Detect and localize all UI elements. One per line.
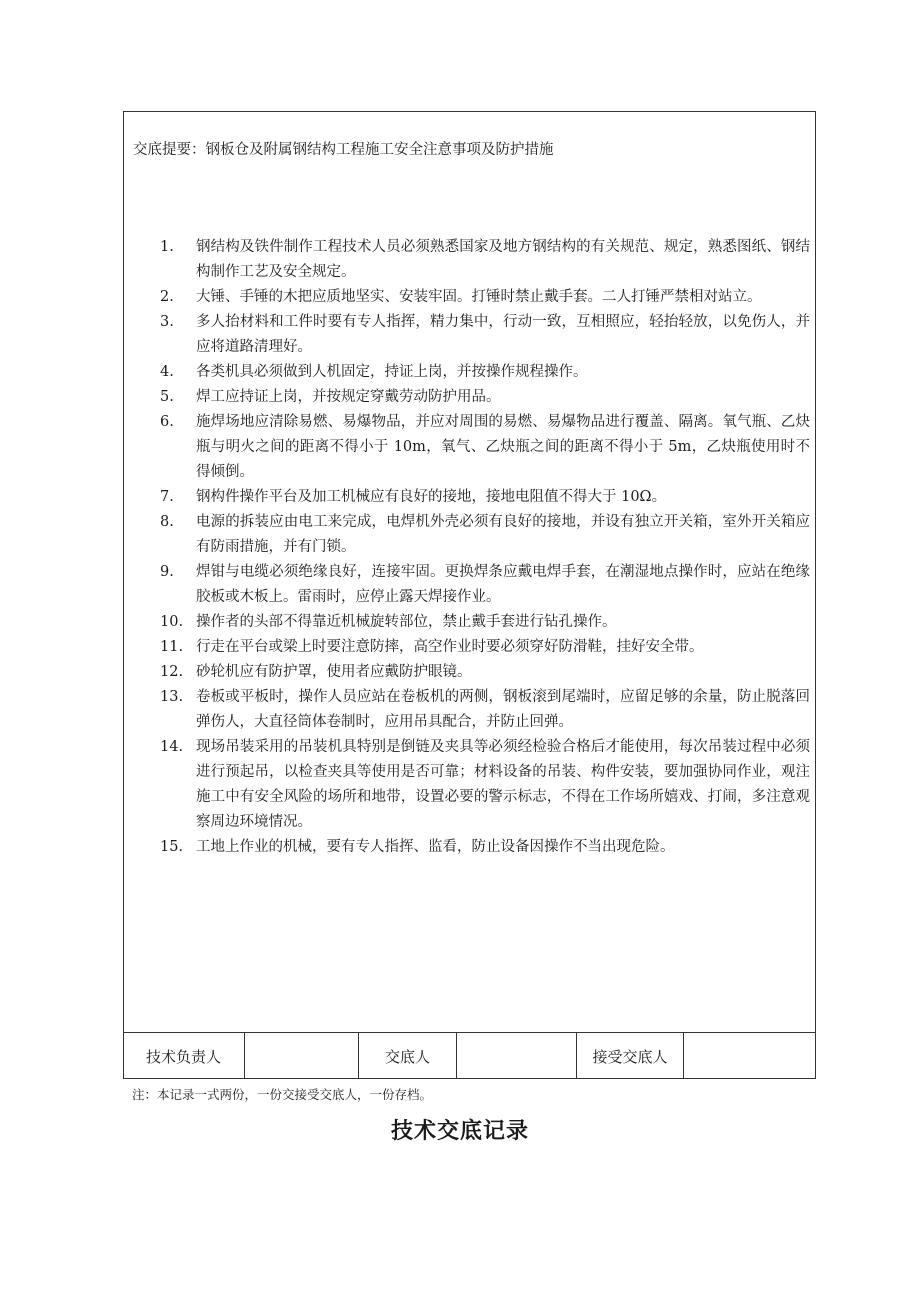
item-number: 9.	[160, 564, 174, 580]
item-text: 钢结构及铁件制作工程技术人员必须熟悉国家及地方钢结构的有关规范、规定，熟悉图纸、钢结构制作工艺及安全规定。	[196, 239, 810, 280]
item-number: 6.	[160, 414, 174, 430]
document-title: 技术交底记录	[390, 1119, 529, 1144]
safety-items-list	[160, 235, 810, 860]
item-number: 13.	[160, 689, 184, 705]
item-number: 3.	[160, 314, 174, 330]
list-item	[160, 660, 810, 685]
list-item	[160, 385, 810, 410]
list-item	[160, 285, 810, 310]
item-text: 操作者的头部不得靠近机械旋转部位，禁止戴手套进行钻孔操作。	[196, 614, 617, 630]
item-number: 8.	[160, 514, 174, 530]
list-item	[160, 685, 810, 735]
item-text: 多人抬材料和工件时要有专人指挥，精力集中，行动一致，互相照应，轻抬轻放，以免伤人，并应将道路清理好。	[196, 314, 810, 355]
signature-row	[123, 1032, 816, 1079]
item-text: 钢构件操作平台及加工机械应有良好的接地，接地电阻值不得大于 10Ω。	[196, 489, 667, 505]
item-number: 11.	[160, 639, 184, 655]
tech-lead-field[interactable]	[245, 1033, 359, 1079]
list-item	[160, 735, 810, 835]
receiver-field[interactable]	[684, 1033, 816, 1079]
item-number: 2.	[160, 289, 174, 305]
item-text: 焊钳与电缆必须绝缘良好，连接牢固。更换焊条应戴电焊手套，在潮湿地点操作时，应站在绝缘胶板或木板上。雷雨时，应停止露天焊接作业。	[196, 564, 810, 605]
list-item	[160, 835, 810, 860]
list-item	[160, 310, 810, 360]
item-text: 大锤、手锤的木把应质地坚实、安装牢固。打锤时禁止戴手套。二人打锤严禁相对站立。	[196, 289, 762, 305]
item-text: 行走在平台或梁上时要注意防摔，高空作业时要必须穿好防滑鞋，挂好安全带。	[196, 639, 704, 655]
list-item	[160, 635, 810, 660]
list-item	[160, 610, 810, 635]
receiver-label: 接受交底人	[577, 1033, 684, 1079]
tech-lead-label: 技术负责人	[123, 1033, 245, 1079]
item-text: 施焊场地应清除易燃、易爆物品，并应对周围的易燃、易爆物品进行覆盖、隔离。氧气瓶、乙炔瓶与明火之间的距离不得小于 10m，氧气、乙炔瓶之间的距离不得小于 5m，乙炔瓶使用时不得倾倒。	[196, 414, 810, 480]
disclosure-summary	[133, 139, 554, 161]
item-number: 5.	[160, 389, 174, 405]
item-number: 14.	[160, 739, 184, 755]
list-item	[160, 510, 810, 560]
item-number: 7.	[160, 489, 174, 505]
discloser-field[interactable]	[457, 1033, 577, 1079]
item-text: 现场吊装采用的吊装机具特别是倒链及夹具等必须经检验合格后才能使用，每次吊装过程中必须进行预起吊，以检查夹具等使用是否可靠；材料设备的吊装、构件安装，要加强协同作业，观注施工中有安全风险的场所和地带，设置必要的警示标志，不得在工作场所嬉戏、打闹，多注意观察周边环境情况。	[196, 739, 810, 830]
footnote: 注：本记录一式两份，一份交接受交底人，一份存档。	[132, 1087, 433, 1102]
item-text: 各类机具必须做到人机固定，持证上岗，并按操作规程操作。	[196, 364, 588, 380]
item-text: 砂轮机应有防护罩，使用者应戴防护眼镜。	[196, 664, 472, 680]
summary-text: 钢板仓及附属钢结构工程施工安全注意事项及防护措施	[205, 142, 554, 158]
item-number: 15.	[160, 839, 184, 855]
item-text: 焊工应持证上岗，并按规定穿戴劳动防护用品。	[196, 389, 501, 405]
list-item	[160, 485, 810, 510]
discloser-label: 交底人	[359, 1033, 457, 1079]
item-number: 1.	[160, 239, 174, 255]
list-item	[160, 360, 810, 385]
list-item	[160, 235, 810, 285]
item-number: 10.	[160, 614, 184, 630]
list-item	[160, 560, 810, 610]
item-number: 4.	[160, 364, 174, 380]
list-item	[160, 410, 810, 485]
item-number: 12.	[160, 664, 184, 680]
summary-label: 交底提要：	[133, 142, 206, 158]
item-text: 电源的拆装应由电工来完成，电焊机外壳必须有良好的接地，并设有独立开关箱，室外开关箱应有防雨措施，并有门锁。	[196, 514, 810, 555]
item-text: 卷板或平板时，操作人员应站在卷板机的两侧，钢板滚到尾端时，应留足够的余量，防止脱落回弹伤人，大直径筒体卷制时，应用吊具配合，并防止回弹。	[196, 689, 810, 730]
item-text: 工地上作业的机械，要有专人指挥、监看，防止设备因操作不当出现危险。	[196, 839, 675, 855]
